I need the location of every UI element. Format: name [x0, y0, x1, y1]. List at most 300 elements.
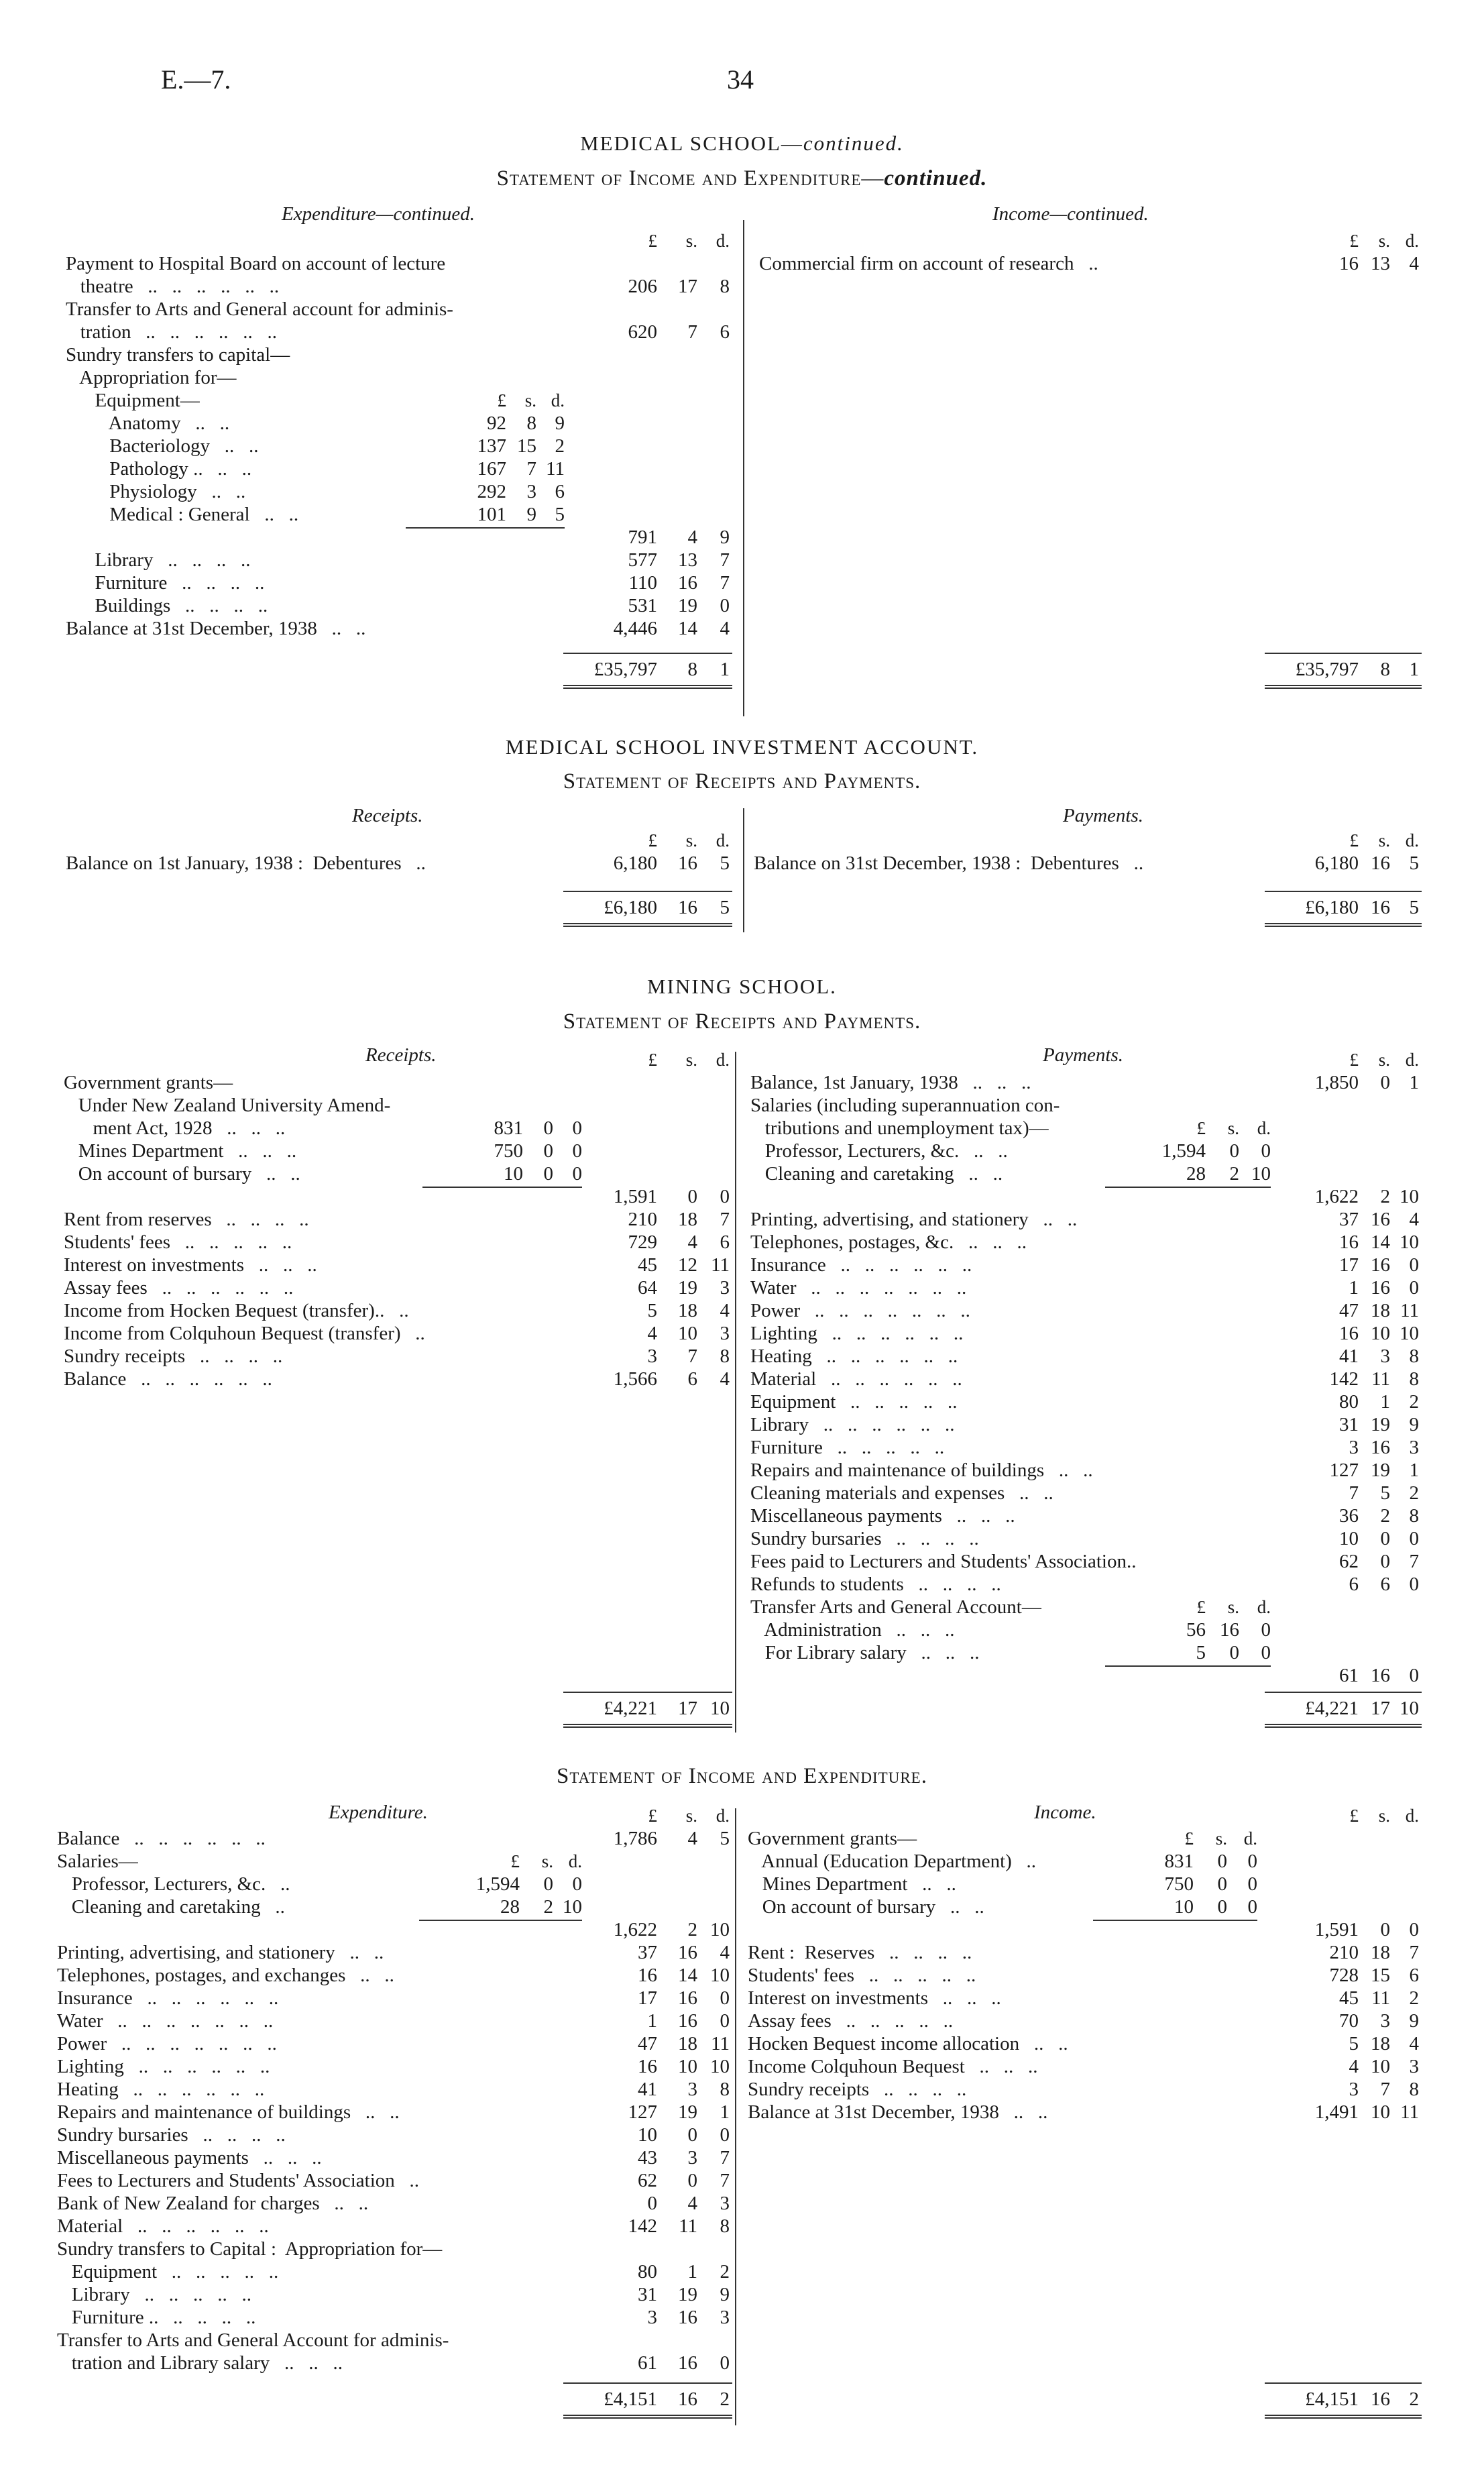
amount-pence: 10 [1400, 1323, 1419, 1344]
amount-shillings: 7 [687, 1345, 697, 1367]
amount-shillings: 3 [1380, 2010, 1390, 2032]
subtotal-pence: 10 [1251, 1163, 1271, 1185]
ledger-row [0, 2032, 1484, 2055]
amount-pence: 0 [1409, 1919, 1419, 1940]
amount-pounds: 1,491 [1314, 2101, 1359, 2123]
line-label: Printing, advertising, and stationery .. .. [57, 1942, 384, 1963]
amount-pounds: 4 [647, 1323, 657, 1344]
amount-pounds: 577 [628, 549, 657, 571]
amount-shillings: 18 [1371, 2033, 1390, 2054]
ledger-row [0, 1550, 1484, 1573]
amount-pence: 5 [720, 853, 730, 874]
line-label: Rent : Reserves .. .. .. .. [748, 1942, 972, 1963]
amount-shillings: 14 [1371, 1231, 1390, 1253]
line-label: Telephones, postages, and exchanges .. .. [57, 1965, 394, 1986]
amount-pounds: 206 [628, 276, 657, 297]
subtotal-shillings: 0 [1229, 1642, 1239, 1663]
line-label: Power .. .. .. .. .. .. .. [750, 1300, 970, 1321]
amount-pounds: 41 [1339, 1345, 1359, 1367]
amount-pence: 4 [1409, 1209, 1419, 1230]
amount-shillings: 18 [678, 1300, 697, 1321]
ledger-row [0, 1208, 1484, 1231]
amount-pence: 10 [710, 1965, 730, 1986]
amount-shillings: 18 [678, 1209, 697, 1230]
amount-pence: 10 [1400, 1231, 1419, 1253]
amount-pence: 3 [1409, 1437, 1419, 1458]
amount-pounds: 61 [1339, 1665, 1359, 1686]
ledger-row [0, 1322, 1484, 1345]
amount-shillings: 16 [678, 2307, 697, 2328]
line-label: Cleaning and caretaking .. .. [750, 1163, 1003, 1185]
amount-pounds: 61 [638, 2352, 657, 2374]
lsd-header-shillings: s. [685, 830, 697, 850]
amount-pounds: 36 [1339, 1505, 1359, 1527]
subtotal-pence: 0 [1247, 1896, 1257, 1918]
subtotal-pounds: 28 [500, 1896, 520, 1918]
amount-pence: 10 [710, 2056, 730, 2077]
ledger-row [0, 1941, 1484, 1964]
ledger-row [0, 298, 1484, 321]
amount-pounds: 1,850 [1314, 1072, 1359, 1093]
ledger-row [0, 2238, 1484, 2260]
grand-total-pounds: £4,151 [604, 2388, 657, 2410]
ledger-row [0, 852, 1484, 875]
subtotal-pounds: 750 [494, 1140, 523, 1162]
lsd-header-pounds: £ [1349, 830, 1359, 850]
grand-total-pounds: £4,221 [604, 1698, 657, 1719]
amount-pounds: 6 [1349, 1574, 1359, 1595]
ledger-row [0, 457, 1484, 480]
line-label: Cleaning materials and expenses .. .. [750, 1482, 1053, 1504]
ledger-row [0, 1573, 1484, 1596]
ledger-row [0, 1527, 1484, 1550]
amount-pounds: 1,622 [1314, 1186, 1359, 1207]
line-label: tration and Library salary .. .. .. [57, 2352, 343, 2374]
subtotal-shillings: 16 [1220, 1619, 1239, 1641]
amount-pounds: 3 [647, 1345, 657, 1367]
line-label: Furniture .. .. .. .. [66, 572, 265, 594]
lsd-header-shillings: s. [685, 231, 697, 251]
page-number: 34 [727, 64, 754, 95]
amount-shillings: 10 [678, 1323, 697, 1344]
line-label: Sundry receipts .. .. .. .. [748, 2079, 967, 2100]
amount-pence: 3 [720, 2307, 730, 2328]
subtotal-shillings: 15 [517, 435, 536, 457]
double-rule [1265, 685, 1422, 689]
double-rule [563, 1724, 732, 1728]
ledger-row [0, 2078, 1484, 2101]
amount-pence: 8 [1409, 1368, 1419, 1390]
total-rule [563, 653, 732, 654]
s1-subtitle: Statement of Income and Expenditure—continued. [496, 166, 988, 190]
line-label: Transfer to Arts and General account for adminis- [66, 298, 453, 320]
amount-shillings: 0 [1380, 1919, 1390, 1940]
line-label: Printing, advertising, and stationery .. .. [750, 1209, 1078, 1230]
line-label: Assay fees .. .. .. .. .. .. [64, 1277, 294, 1299]
subtotal-pounds: 137 [477, 435, 506, 457]
lsd-header-pence: d. [1405, 1050, 1419, 1070]
subtotal-pounds: 10 [504, 1163, 523, 1185]
subtotal-pence: 0 [572, 1873, 582, 1895]
subtotal-pounds: 750 [1164, 1873, 1194, 1895]
line-label: Material .. .. .. .. .. .. [57, 2215, 269, 2237]
line-label: Professor, Lecturers, &c. .. .. [750, 1140, 1008, 1162]
amount-pounds: 4 [1349, 2056, 1359, 2077]
amount-shillings: 3 [1380, 1345, 1390, 1367]
amount-shillings: 18 [678, 2033, 697, 2054]
amount-shillings: 16 [678, 1987, 697, 2009]
double-rule [1265, 923, 1422, 927]
ledger-row [0, 275, 1484, 298]
amount-pounds: 5 [647, 1300, 657, 1321]
amount-shillings: 14 [678, 618, 697, 639]
amount-pence: 11 [711, 2033, 730, 2054]
lsd-header-shillings: s. [1378, 1806, 1390, 1826]
amount-shillings: 1 [687, 2261, 697, 2283]
line-label: Heating .. .. .. .. .. .. [57, 2079, 265, 2100]
amount-pounds: 1,622 [613, 1919, 657, 1940]
total-rule [1265, 1692, 1422, 1693]
line-label: ment Act, 1928 .. .. .. [64, 1117, 286, 1139]
amount-pence: 4 [720, 1368, 730, 1390]
ledger-row [0, 2055, 1484, 2078]
amount-pounds: 1,591 [613, 1186, 657, 1207]
amount-pence: 7 [720, 2147, 730, 2168]
amount-pounds: 70 [1339, 2010, 1359, 2032]
line-label: Insurance .. .. .. .. .. .. [750, 1254, 972, 1276]
grand-total-pounds: £4,221 [1305, 1698, 1359, 1719]
amount-shillings: 4 [687, 1828, 697, 1849]
subtotal-pounds: 1,594 [1161, 1140, 1206, 1162]
lsd-header-shillings: s. [1378, 830, 1390, 850]
ledger-row [0, 594, 1484, 617]
double-rule [1265, 1724, 1422, 1728]
amount-pounds: 45 [1339, 1987, 1359, 2009]
line-label: Lighting .. .. .. .. .. .. [750, 1323, 964, 1344]
subtotal-shillings: 8 [526, 413, 536, 434]
amount-pence: 7 [720, 549, 730, 571]
lsd-header-pounds: £ [648, 830, 657, 850]
amount-pounds: 127 [1329, 1460, 1359, 1481]
ledger-row [0, 343, 1484, 366]
line-label: Balance on 1st January, 1938 : Debentures .. [66, 853, 426, 874]
amount-pounds: 31 [1339, 1414, 1359, 1435]
amount-shillings: 19 [1371, 1414, 1390, 1435]
ledger-row [0, 1345, 1484, 1368]
lsd-header-shillings: s. [685, 1806, 697, 1826]
amount-shillings: 11 [679, 2215, 697, 2237]
amount-pounds: 45 [638, 1254, 657, 1276]
amount-shillings: 18 [1371, 1942, 1390, 1963]
line-label: Balance on 31st December, 1938 : Debentures .. [754, 853, 1144, 874]
amount-shillings: 10 [1371, 2056, 1390, 2077]
ledger-row [0, 1276, 1484, 1299]
subtotal-pence: 2 [555, 435, 565, 457]
amount-pence: 9 [720, 2284, 730, 2305]
ledger-row [0, 2283, 1484, 2306]
amount-pence: 6 [720, 1231, 730, 1253]
amount-shillings: 17 [678, 276, 697, 297]
lsd-header-pence: d. [716, 1050, 730, 1070]
amount-pounds: 210 [1329, 1942, 1359, 1963]
amount-shillings: 6 [687, 1368, 697, 1390]
ledger-row [0, 1459, 1484, 1482]
line-label: Library .. .. .. .. .. [57, 2284, 251, 2305]
ledger-row [0, 1436, 1484, 1459]
amount-pence: 3 [720, 2193, 730, 2214]
amount-pence: 4 [720, 1300, 730, 1321]
ledger-row [0, 1504, 1484, 1527]
subtotal-pence: 5 [555, 504, 565, 525]
amount-shillings: 16 [678, 572, 697, 594]
ledger-row [0, 2101, 1484, 2124]
subtotal-shillings: 7 [526, 458, 536, 480]
amount-pounds: 1 [647, 2010, 657, 2032]
grand-total-pence: 1 [720, 659, 730, 680]
amount-pounds: 43 [638, 2147, 657, 2168]
line-label: tration .. .. .. .. .. .. [66, 321, 277, 343]
amount-pounds: 6,180 [613, 853, 657, 874]
subtotal-pence: 9 [555, 413, 565, 434]
ledger-row [0, 2215, 1484, 2238]
subtotal-pounds: £ [1196, 1118, 1206, 1138]
ledger-row [0, 2192, 1484, 2215]
grand-total-shillings: 8 [687, 659, 697, 680]
amount-pounds: 47 [638, 2033, 657, 2054]
amount-shillings: 16 [1371, 853, 1390, 874]
subtotal-pence: 0 [1261, 1619, 1271, 1641]
line-label: Telephones, postages, &c. .. .. .. [750, 1231, 1027, 1253]
amount-shillings: 2 [1380, 1505, 1390, 1527]
line-label: Lighting .. .. .. .. .. .. [57, 2056, 270, 2077]
ledger-row [0, 2010, 1484, 2032]
line-label: Cleaning and caretaking .. [57, 1896, 285, 1918]
subtotal-pounds: 101 [477, 504, 506, 525]
s1-right-grand-total [0, 658, 1484, 681]
amount-shillings: 7 [1380, 2079, 1390, 2100]
amount-pounds: 531 [628, 595, 657, 616]
subtotal-pounds: 10 [1174, 1896, 1194, 1918]
lsd-header-pence: d. [716, 231, 730, 251]
grand-total-pence: 10 [710, 1698, 730, 1719]
subtotal-pence: 0 [572, 1140, 582, 1162]
subtotal-pounds: £ [497, 390, 506, 410]
subtotal-shillings: s. [1215, 1828, 1227, 1849]
ledger-row [0, 1850, 1484, 1873]
amount-shillings: 0 [1380, 1551, 1390, 1572]
subtotal-shillings: 0 [1229, 1140, 1239, 1162]
total-rule [563, 891, 732, 892]
subtotal-pence: 0 [1247, 1851, 1257, 1872]
ledger-row [0, 1618, 1484, 1641]
amount-pence: 0 [720, 595, 730, 616]
line-label: tributions and unemployment tax)— [750, 1117, 1049, 1139]
ledger-row [0, 1117, 1484, 1140]
amount-pounds: 17 [638, 1987, 657, 2009]
grand-total-shillings: 17 [1371, 1698, 1390, 1719]
grand-total-pounds: £35,797 [1295, 659, 1359, 680]
line-label: Students' fees .. .. .. .. .. [64, 1231, 292, 1253]
total-rule [1265, 653, 1422, 654]
lsd-header-pounds: £ [1349, 231, 1359, 251]
subtotal-shillings: 0 [1217, 1851, 1227, 1872]
ledger-row [0, 1368, 1484, 1390]
line-label: theatre .. .. .. .. .. .. [66, 276, 280, 297]
subtotal-shillings: 0 [543, 1117, 553, 1139]
amount-pounds: 4,446 [613, 618, 657, 639]
grand-total-pence: 1 [1409, 659, 1419, 680]
line-label: Sundry transfers to Capital : Appropriation for— [57, 2238, 443, 2260]
amount-shillings: 6 [1380, 1574, 1390, 1595]
line-label: Balance at 31st December, 1938 .. .. [66, 618, 366, 639]
subtotal-pence: d. [1257, 1118, 1271, 1138]
amount-pounds: 791 [628, 527, 657, 548]
lsd-header-pence: d. [1405, 830, 1419, 850]
amount-pence: 8 [720, 2215, 730, 2237]
amount-pounds: 80 [1339, 1391, 1359, 1413]
ledger-row [0, 1231, 1484, 1254]
ledger-row [0, 366, 1484, 389]
amount-shillings: 11 [1371, 1368, 1390, 1390]
amount-pence: 3 [1409, 2056, 1419, 2077]
ledger-row [0, 2146, 1484, 2169]
amount-pounds: 41 [638, 2079, 657, 2100]
line-label: Mines Department .. .. .. [64, 1140, 297, 1162]
amount-pence: 6 [1409, 1965, 1419, 1986]
line-label: Buildings .. .. .. .. [66, 595, 268, 616]
line-label: Equipment .. .. .. .. .. [57, 2261, 279, 2283]
amount-shillings: 3 [687, 2147, 697, 2168]
amount-pence: 4 [720, 618, 730, 639]
subtotal-pounds: 56 [1186, 1619, 1206, 1641]
amount-pounds: 3 [1349, 2079, 1359, 2100]
amount-pounds: 142 [628, 2215, 657, 2237]
subtotal-pence: d. [1257, 1597, 1271, 1617]
amount-pence: 7 [1409, 1551, 1419, 1572]
amount-pence: 8 [720, 276, 730, 297]
amount-pence: 3 [720, 1277, 730, 1299]
amount-pence: 9 [720, 527, 730, 548]
line-label: Annual (Education Department) .. [748, 1851, 1037, 1872]
grand-total-pence: 5 [1409, 897, 1419, 918]
s2-right-grand-total [0, 896, 1484, 919]
amount-pence: 0 [1409, 1277, 1419, 1299]
ledger-row [0, 2352, 1484, 2374]
amount-pence: 2 [1409, 1482, 1419, 1504]
s3-subtitle: Statement of Receipts and Payments. [563, 1009, 921, 1034]
subtotal-pence: 0 [1261, 1140, 1271, 1162]
line-label: Sundry receipts .. .. .. .. [64, 1345, 283, 1367]
double-rule [563, 923, 732, 927]
s4-right-grand-total [0, 2388, 1484, 2411]
amount-shillings: 19 [1371, 1460, 1390, 1481]
subtotal-pounds: 1,594 [475, 1873, 520, 1895]
amount-shillings: 4 [687, 1231, 697, 1253]
line-label: Government grants— [748, 1828, 917, 1849]
amount-shillings: 10 [1371, 2101, 1390, 2123]
double-rule [1265, 2415, 1422, 2419]
line-label: Repairs and maintenance of buildings .. .. [750, 1460, 1093, 1481]
amount-pence: 9 [1409, 1414, 1419, 1435]
line-label: Furniture .. .. .. .. .. [750, 1437, 945, 1458]
amount-shillings: 13 [1371, 253, 1390, 274]
amount-pounds: 31 [638, 2284, 657, 2305]
amount-pence: 6 [720, 321, 730, 343]
ledger-row [0, 2260, 1484, 2283]
line-label: Interest on investments .. .. .. [64, 1254, 317, 1276]
double-rule [563, 2415, 732, 2419]
amount-pounds: 1,786 [613, 1828, 657, 1849]
line-label: Heating .. .. .. .. .. .. [750, 1345, 958, 1367]
s2-right-heading: Payments. [1063, 805, 1143, 826]
ledger-row [0, 1254, 1484, 1276]
line-label: Library .. .. .. .. [66, 549, 251, 571]
amount-shillings: 16 [1371, 1209, 1390, 1230]
amount-shillings: 10 [678, 2056, 697, 2077]
amount-pence: 4 [720, 1942, 730, 1963]
ledger-row [0, 549, 1484, 571]
s3-left-heading: Receipts. [365, 1044, 437, 1066]
lsd-header-pounds: £ [648, 231, 657, 251]
subtotal-pence: d. [551, 390, 565, 410]
amount-pence: 9 [1409, 2010, 1419, 2032]
line-label: Miscellaneous payments .. .. .. [57, 2147, 322, 2168]
amount-pounds: 10 [638, 2124, 657, 2146]
grand-total-shillings: 8 [1380, 659, 1390, 680]
s1-right-heading: Income—continued. [992, 203, 1149, 225]
amount-shillings: 10 [1371, 1323, 1390, 1344]
line-label: Income from Colquhoun Bequest (transfer) .. [64, 1323, 425, 1344]
amount-pounds: 6,180 [1314, 853, 1359, 874]
amount-pounds: 3 [647, 2307, 657, 2328]
amount-pounds: 16 [1339, 253, 1359, 274]
line-label: Miscellaneous payments .. .. .. [750, 1505, 1015, 1527]
ledger-row [0, 2306, 1484, 2329]
amount-pounds: 7 [1349, 1482, 1359, 1504]
amount-pounds: 5 [1349, 2033, 1359, 2054]
lsd-header-pence: d. [1405, 1806, 1419, 1826]
amount-pence: 0 [1409, 1665, 1419, 1686]
line-label: On account of bursary .. .. [64, 1163, 300, 1185]
amount-pounds: 16 [1339, 1323, 1359, 1344]
amount-shillings: 3 [687, 2079, 697, 2100]
amount-pence: 5 [1409, 853, 1419, 874]
s4-subtitle: Statement of Income and Expenditure. [557, 1764, 927, 1788]
amount-shillings: 1 [1380, 1391, 1390, 1413]
total-rule [1265, 2382, 1422, 2384]
amount-shillings: 4 [687, 527, 697, 548]
line-label: Anatomy .. .. [66, 413, 230, 434]
line-label: Sundry transfers to capital— [66, 344, 290, 366]
lsd-header-pence: d. [716, 1806, 730, 1826]
amount-pounds: 1,566 [613, 1368, 657, 1390]
subtotal-pence: 11 [546, 458, 565, 480]
line-label: Hocken Bequest income allocation .. .. [748, 2033, 1068, 2054]
amount-shillings: 0 [687, 2170, 697, 2191]
ledger-row [0, 1299, 1484, 1322]
ledger-row [0, 526, 1484, 549]
subtotal-pence: 0 [572, 1117, 582, 1139]
ledger-row [0, 2124, 1484, 2146]
line-label: Furniture .. .. .. .. .. [57, 2307, 256, 2328]
amount-pence: 11 [711, 1254, 730, 1276]
amount-pence: 7 [720, 1209, 730, 1230]
grand-total-shillings: 16 [1371, 2388, 1390, 2410]
line-label: Bacteriology .. .. [66, 435, 259, 457]
line-label: Balance, 1st January, 1938 .. .. .. [750, 1072, 1031, 1093]
line-label: Equipment— [66, 390, 200, 411]
grand-total-pence: 2 [1409, 2388, 1419, 2410]
